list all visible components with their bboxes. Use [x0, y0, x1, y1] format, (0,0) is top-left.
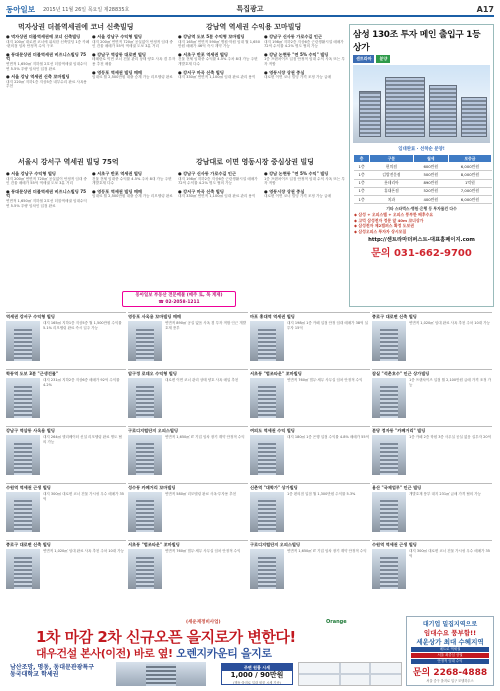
- feature-badge: 메트로 역세권: [411, 647, 489, 652]
- block4-name: 강남대로 이면 영동시장 중심상권 빌딩: [196, 158, 314, 166]
- samsung-store-ad: [349, 24, 494, 307]
- listing-column-3: [178, 35, 262, 84]
- listing-item: ● 서울 강남구 수익형 빌딩 대지 200㎡ 연면적 720㎡ 공실없이 안정적 임대 중인 건물 매매가 55억 역세권 도보 3분 거리: [6, 171, 87, 186]
- listing-item: ● 동대문상권 더블역세권 비즈니스빌딩 75억 연면적 1,650㎡ 지하철 2호선 더블역세권 임대수익 연 5.5% 우량 임차인 입점 완료: [6, 188, 87, 208]
- building-photo: [128, 321, 162, 361]
- block3-name: 서울시 강서구 역세권 빌딩 75억: [18, 158, 119, 166]
- building-photo: [128, 435, 162, 475]
- block2-name: 강남역 역세권 수익용 꼬마빌딩: [206, 23, 302, 31]
- building-photo: [250, 378, 284, 418]
- side-ad-phone: 문의 2268-4888: [412, 668, 488, 678]
- building-photo: [6, 321, 40, 361]
- building-photo: [128, 549, 162, 589]
- ad-note: 기타 스타벅스·병원·은행 등 투자물건 다수: [386, 206, 457, 212]
- table-row: 1층 휴대폰점 520만원 7,000만원: [354, 187, 492, 195]
- issue-meta: 2015년 11월 26일 목요일 제28835호: [42, 6, 130, 13]
- bottom-banner-ad: [6, 618, 494, 686]
- ad-bullet: ◆ 삼성전자 제2캠퍼스 확정 도보권: [354, 223, 414, 229]
- grid-cell: 용산 "국제업무" 인근 빌딩 개발호재 풍부 대지 231㎡ 급매 가격 협의 가능: [372, 483, 492, 537]
- listing-item: ● 강남 논현동 "연 5% 수익" 빌딩 1층 프랜차이즈 입점 안정적 임대 수익 사옥 또는 투자 적합: [264, 51, 345, 66]
- building-photo: [372, 321, 406, 361]
- listing-item: ● 서울 강남 역세권 신축 꼬마빌딩 대지 220㎡ 지하1층 지상5층 내부수리 완료 사옥용 추천: [6, 74, 87, 89]
- listing-item: ● 서초구 반포 역세권 빌딩 건물 전체 임대중 수익률 4.5% 주차 8대 가능 주변 개발호재 다수: [178, 51, 258, 66]
- ad-phone: 문의 031-662-9700: [371, 248, 472, 260]
- listing-item: ● 먹자상권 더블역세권에 코너 신축빌딩 대지 100㎡ 대로변 코너에 위치한 신축빌딩 1층 카페·편의점 임차 안정적 수익 구조: [6, 34, 90, 49]
- building-photo: [372, 378, 406, 418]
- ad-bullet: ◆ 고덕 삼성전자 정문 앞 40m 코너상가: [354, 217, 424, 223]
- brand-logo: Orange: [326, 619, 347, 625]
- grid-cell: 종로구 대로변 신축 빌딩 연면적 1,020㎡ 임대 완료 사옥 추천 주차 10대 가능: [372, 312, 492, 366]
- building-photo: [250, 549, 284, 589]
- grid-cell: 구로디지털단지 오피스빌딩 연면적 1,650㎡ IT 기업 임차 장기 계약 안정적 수익: [250, 540, 370, 594]
- block1-name: 먹자상권 더블역세권에 코너 신축빌딩: [18, 23, 134, 31]
- ad-headline: 1차 마감 2차 신규오픈 을지로가 변한다!: [36, 628, 296, 646]
- listing-item: ● 강남역 도보 5분 수익형 꼬마빌딩 대지 165㎡ 연면적 590㎡ 병원·학원 임대 월 1,650만원 매매가 46억 즉시 계약 가능: [178, 34, 260, 49]
- listing-column-6: [92, 172, 176, 203]
- grid-cell: 종로구 대로변 신축 빌딩 연면적 1,020㎡ 임대 완료 사옥 추천 주차 10대 가능: [6, 540, 126, 594]
- building-photo: [250, 492, 284, 532]
- listing-notice: 동아일보 부동산 전문매물 (매주 토, 목 게재) ☎ 02-2058-1211: [122, 291, 236, 307]
- ad-subheadline: 대우건설 본사(이전) 바로 옆! 오렌지카운티 을지로: [36, 647, 272, 660]
- address: 서울 중구 을지로 입구 모델하우스: [426, 679, 474, 683]
- listing-item: ● 영동시장 상권 중심 대로변 이면 코너 빌딩 가격 조정 가능 급매: [264, 188, 332, 199]
- feature-badge: 서울 최중심 상권: [411, 653, 489, 658]
- building-photo: [6, 492, 40, 532]
- masthead: [6, 3, 494, 17]
- listing-grid: [6, 312, 494, 616]
- listing-item: ● 동대문상권 더블역세권 비즈니스빌딩 75억 연면적 1,650㎡ 지하철 2호선 더블역세권 임대수익 연 5.5% 우량 임차인 입점 완료: [6, 51, 87, 71]
- grid-cell: 수원역 역세권 근생 빌딩 대지 300㎡ 대로변 코너 건물 가시성 우수 매매가 35억: [6, 483, 126, 537]
- listing-column-7: [178, 172, 262, 203]
- building-photo: [372, 549, 406, 589]
- featured-listings: [6, 22, 348, 307]
- table-row: 1층 롯데리아 890만원 1억원: [354, 179, 492, 187]
- building-photo: [372, 492, 406, 532]
- building-photo: [250, 435, 284, 475]
- grid-cell: 역세권 강서구 수익형 빌딩 대지 165㎡ 지하1층 지상5층 월 1,500만원 수익률 5.1% 리모델링 완료 즉시 입주 가능: [6, 312, 126, 366]
- listing-item: ● 강서구 마곡 신축 빌딩 대지 330㎡ 연면적 1,100㎡ 임대 완료 관리 용이: [178, 188, 256, 199]
- grid-cell: 영등포 사옥용 꼬마빌딩 매매 연면적 890㎡ 공실 없음 사옥 겸 투자 적합 인근 개발호재 풍부: [128, 312, 248, 366]
- building-rendering: [353, 65, 490, 143]
- ad-badge: (세운재정비사업): [186, 620, 221, 625]
- ad-bullet: ◆ 삼성오피스 투자자 상시모집: [354, 228, 407, 234]
- building-rendering: [116, 662, 206, 686]
- listing-item: ● 강서구 마곡 신축 빌딩 대지 330㎡ 연면적 1,100㎡ 임대 완료 관리 용이: [178, 69, 256, 80]
- grid-cell: 학동역 도보 3분 "근생건물" 대지 231㎡ 지하2층 지상6층 매매가 92억 수익률 4.2%: [6, 369, 126, 423]
- location-lines: 남산조망, 명동, 동대문관광특구 동국대학교 학세권: [10, 664, 95, 678]
- table-row: 1층 치과 400만원 6,000만원: [354, 195, 492, 203]
- sale-tag: 분양: [376, 55, 390, 63]
- listing-item: ● 영동시장 상권 중심 대로변 이면 코너 빌딩 가격 조정 가능 급매: [264, 69, 332, 80]
- grid-cell: 수원역 역세권 근생 빌딩 대지 300㎡ 대로변 코너 건물 가시성 우수 매매가 35억: [372, 540, 492, 594]
- grid-cell: 여의도 역세권 수익 빌딩 대지 180㎡ 1층 은행 입점 수익률 4.8% 매매가 55억: [250, 426, 370, 480]
- grid-cell: 성수동 카페거리 꼬마빌딩 연면적 580㎡ 리모델링 완료 사옥·투자용 추천: [128, 483, 248, 537]
- listing-item: ● 영등포 역세권 빌딩 매매 임대료 월 2,500만원 대출 승계 가능 리모델링 완료: [92, 188, 173, 199]
- ad-subline: 임대완료 · 선착순 분양!: [398, 147, 445, 152]
- table-row: 1층 편의점 600만원 6,000만원: [354, 163, 492, 171]
- grid-cell: 분당 정자동 "카페거리" 빌딩 1층 카페 2층 학원 3층 사무실 공실 없음 실투자 20억: [372, 426, 492, 480]
- building-photo: [128, 492, 162, 532]
- brand-tag: 센트라마: [353, 55, 374, 63]
- listing-item: ● 강남 논현동 "연 5% 수익" 빌딩 1층 프랜차이즈 입점 안정적 임대 수익 사옥 또는 투자 적합: [264, 171, 345, 186]
- grid-cell: 잠실 "석촌호수" 인근 상가빌딩 1층 프랜차이즈 입점 월 2,100만원 급매 가격 조정 가능: [372, 369, 492, 423]
- building-photo: [128, 378, 162, 418]
- section-title: 특집광고: [236, 5, 264, 13]
- newspaper-logo: 동아일보: [6, 4, 35, 14]
- ad-title: 삼성 130조 투자 메인 출입구 1등 상가: [353, 30, 481, 53]
- building-photo: [250, 321, 284, 361]
- grid-cell: 마포 홍대역 역세권 빌딩 대지 198㎡ 1층 카페 입점 안정 임대 매매가 38억 실투자 15억: [250, 312, 370, 366]
- location-map: [298, 662, 402, 686]
- listing-column-4: [264, 35, 348, 84]
- listing-item: ● 영등포 역세권 빌딩 매매 임대료 월 2,500만원 대출 승계 가능 리모델링 완료: [92, 69, 173, 80]
- building-photo: [6, 435, 40, 475]
- ad-url[interactable]: http://센트라마더퍼스트-대표홈페이지.com: [368, 237, 475, 244]
- feature-badge: 안정적 임대 수익: [411, 659, 489, 664]
- grid-cell: 압구정 로데오 수익형 빌딩 대로변 이면 코너 관리 상태 양호 사옥 매입 추천: [128, 369, 248, 423]
- listing-item: ● 서초구 반포 역세권 빌딩 건물 전체 임대중 수익률 4.5% 주차 8대 가능 주변 개발호재 다수: [92, 171, 172, 186]
- listing-item: ● 강남구 신사동 가로수길 인근 대지 198㎡ 지하2층 지상6층 근린생활시설 매매가 72억 수익률 4.2% 명도 협의 가능: [264, 34, 344, 49]
- page-number: A17: [476, 4, 494, 14]
- building-photo: [372, 435, 406, 475]
- listing-item: ● 서울 강남구 수익형 빌딩 대지 200㎡ 연면적 720㎡ 공실없이 안정적 임대 중인 건물 매매가 55억 역세권 도보 3분 거리: [92, 34, 173, 49]
- rent-table: 층 구분 월세 보증금 1층 편의점 600만원 6,000만원 1층 김밥전문점 500만원 8,000만원 1층 롯데리아 890만원 1억원 1층 휴대폰점 520만원 7,000만원 1층 치과 400만원 6,000만원: [353, 154, 492, 204]
- grid-cell: 강남구 역삼동 사옥용 빌딩 대지 264㎡ 엘리베이터 신설 리모델링 완료 명도 협의 가능: [6, 426, 126, 480]
- price-box: 주변 원룸 시세 1,000 / 90만원 (명동·을지로 일대 원룸 시세 기준): [221, 663, 293, 685]
- grid-cell: 신촌역 "대학가" 상가빌딩 1층 편의점 입점 월 1,300만원 수익률 5.3%: [250, 483, 370, 537]
- grid-cell: 서초동 "법조타운" 꼬마빌딩 연면적 760㎡ 법무·세무 사무실 임차 안정적 수익: [250, 369, 370, 423]
- listing-column-8: [264, 172, 348, 203]
- main-ad: [6, 618, 404, 686]
- listing-item: ● 강남구 신사동 가로수길 인근 대지 198㎡ 지하2층 지상6층 근린생활시설 매매가 72억 수익률 4.2% 명도 협의 가능: [178, 171, 258, 186]
- grid-cell: 서초동 "법조타운" 꼬마빌딩 연면적 760㎡ 법무·세무 사무실 임차 안정적 수익: [128, 540, 248, 594]
- table-row: 1층 김밥전문점 500만원 8,000만원: [354, 171, 492, 179]
- side-ad: 대기업 밀집지역으로 임대수요 풍부함!! 세운상가 최대 수혜지역 메트로 역세권 서울 최중심 상권 안정적 임대 수익 문의 2268-4888 서울 중구 을지로 입구 모델하우스: [406, 616, 494, 686]
- grid-cell: 구로디지털단지 오피스빌딩 연면적 1,650㎡ IT 기업 임차 장기 계약 안정적 수익: [128, 426, 248, 480]
- listing-column-1: [6, 35, 90, 93]
- building-photo: [6, 549, 40, 589]
- listing-column-5: [6, 172, 90, 212]
- building-photo: [6, 378, 40, 418]
- notice-phone: ☎ 02-2058-1211: [158, 300, 200, 305]
- listing-item: ● 강남구 역삼동 대로변 빌딩 테헤란로 이면 코너 건물 관리 상태 양호 사옥 겸 투자용 추천 매물: [92, 51, 176, 66]
- listing-column-2: [92, 35, 176, 84]
- ad-bullet: ◆ 삼성 + 오피스텔 + 오피스 풍부한 배후수요: [354, 212, 434, 218]
